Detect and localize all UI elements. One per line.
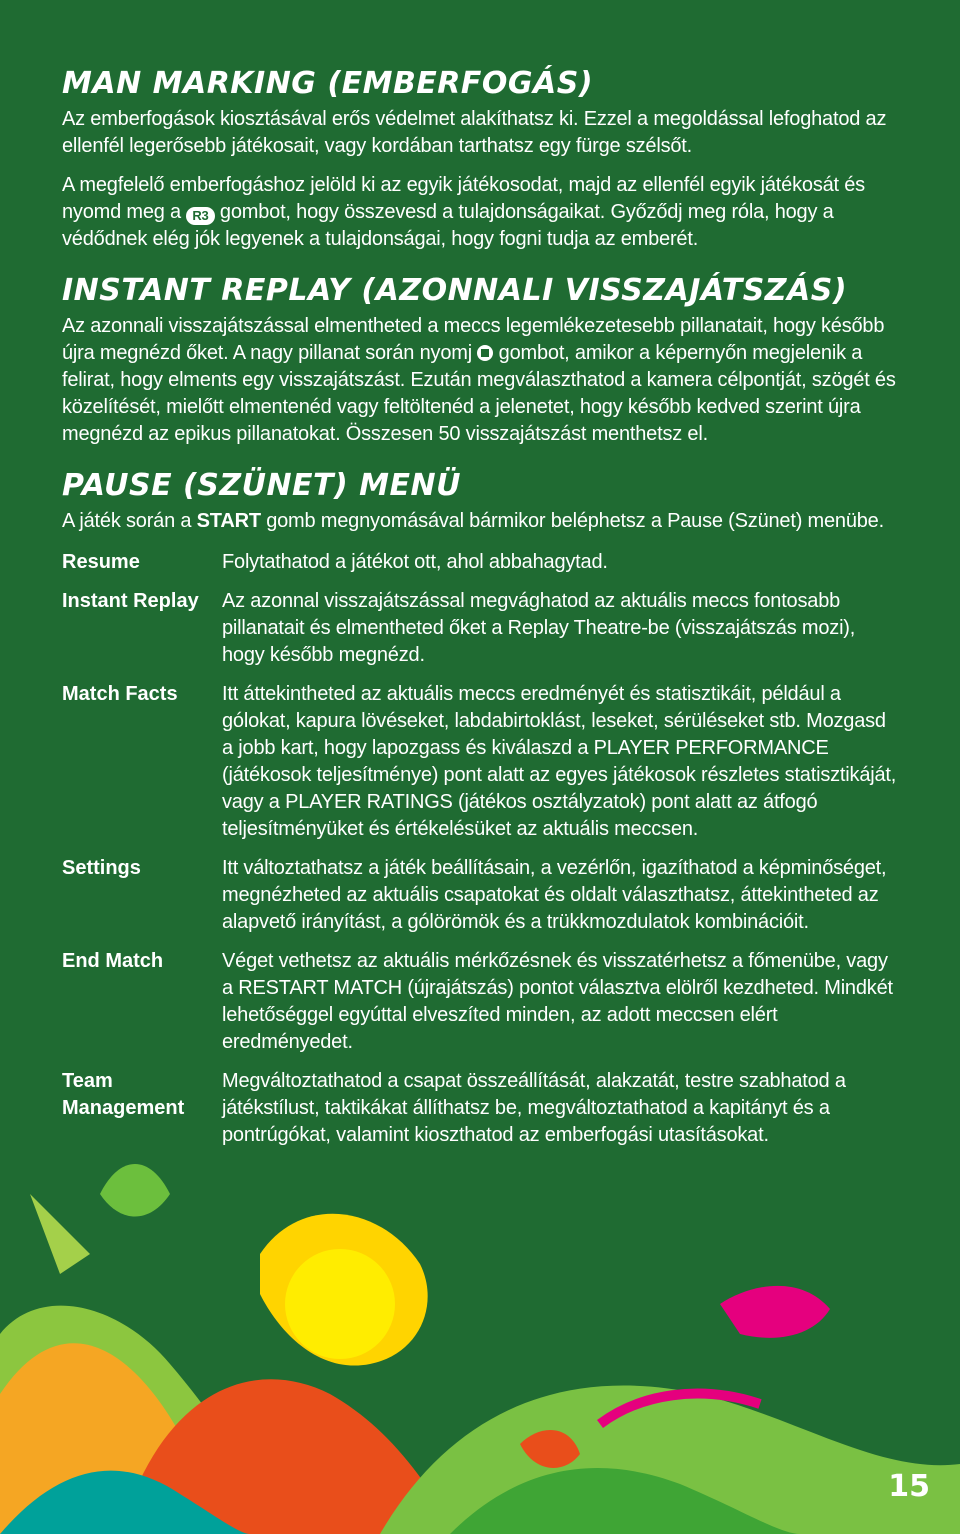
page-number: 15 <box>888 1469 930 1504</box>
menu-term: Instant Replay <box>62 590 199 612</box>
man-marking-paragraph-2 <box>62 172 902 253</box>
menu-item-resume <box>62 549 902 576</box>
menu-item-instant-replay <box>62 588 902 669</box>
instant-replay-text-b: gombot, amikor a képernyőn megjelenik a felirat, hogy elments egy visszajátszást. Ezután megválaszthatod a kamera célpontját, szögét és közelítését, mielőtt elmentenéd vagy feltöltenéd a jelenetet, hogy később kedved szerint újra megnézd az epikus pillanatokat. Összesen 50 visszajátszást menthetsz el. <box>62 342 896 445</box>
instant-replay-text-a: Az azonnali visszajátszással elmentheted a meccs legemlékezetesebb pillanatait, hogy később újra megnézd őket. A nagy pillanat során nyomj <box>62 315 885 364</box>
menu-term: Settings <box>62 857 141 879</box>
pause-menu-intro <box>62 508 902 535</box>
man-marking-paragraph-1: Az emberfogások kiosztásával erős védelmet alakíthatsz ki. Ezzel a megoldással lefoghatod az ellenfél legerősebb játékosait, vagy kordában tarthatsz egy fürge szélsőt. <box>62 108 887 157</box>
menu-term: Resume <box>62 551 140 573</box>
menu-item-end-match <box>62 948 902 1056</box>
pause-intro-text-a: A játék során a <box>62 510 197 532</box>
pause-intro-text-b: gomb megnyomásával bármikor beléphetsz a Pause (Szünet) menübe. <box>260 510 884 532</box>
section-title-man-marking: MAN MARKING (EMBERFOGÁS) <box>62 66 594 101</box>
menu-desc: Az azonnal visszajátszással megvághatod az aktuális meccs fontosabb pillanatait és elmentheted őket a Replay Theatre-be (visszajátszás mozi), hogy később megnézd. <box>222 590 856 666</box>
menu-item-settings <box>62 855 902 936</box>
menu-term: Match Facts <box>62 683 178 705</box>
touchpad-button-icon <box>477 345 493 361</box>
menu-desc: Itt áttekintheted az aktuális meccs eredményét és statisztikáit, például a gólokat, kapura lövéseket, labdabirtoklást, leseket, sérüléseket stb. Mozgasd a jobb kart, hogy lapozgass és kiválaszd a PLAYER PERFORMANCE (játékosok teljesítménye) pont alatt az egyes játékosok részletes statisztikáját, vagy a PLAYER RATINGS (játékos osztályzatok) pont alatt az átfogó teljesítményüket és értékelésüket az aktuális meccsen. <box>222 683 897 840</box>
instant-replay-paragraph <box>62 313 902 448</box>
man-marking-text-a: A megfelelő emberfogáshoz jelöld ki az egyik játékosodat, majd az ellenfél egyik játékosát és nyomd meg a <box>62 174 865 223</box>
menu-desc: Folytathatod a játékot ott, ahol abbahagytad. <box>222 551 608 573</box>
start-button-label: START <box>196 510 261 532</box>
menu-item-match-facts <box>62 681 902 843</box>
page-content <box>62 62 902 1149</box>
jungle-decoration <box>0 1134 960 1534</box>
r3-button-icon: R3 <box>186 207 214 225</box>
section-title-instant-replay: INSTANT REPLAY (AZONNALI VISSZAJÁTSZÁS) <box>62 273 848 308</box>
man-marking-text-b: gombot, hogy összevesd a tulajdonságaikat. Győződj meg róla, hogy a védődnek elég jók legyenek a tulajdonságai, hogy fogni tudja az emberét. <box>62 201 834 250</box>
menu-desc: Itt változtathatsz a játék beállításain, a vezérlőn, igazíthatod a képminőséget, megnézheted az aktuális csapatokat és oldalt választhatsz, áttekintheted az alapvető irányítást, a gólörömök és a trükkmozdulatok kombinációit. <box>222 857 887 933</box>
section-title-pause-menu: PAUSE (SZÜNET) MENÜ <box>62 468 461 503</box>
menu-term: End Match <box>62 950 164 972</box>
pause-menu-list <box>62 549 902 1149</box>
menu-desc: Véget vethetsz az aktuális mérkőzésnek és visszatérhetsz a főmenübe, vagy a RESTART MATCH (újrajátszás) pontot választva elölről kezdheted. Mindkét lehetőséggel egyúttal elveszíted minden, az adott meccsen elért eredményedet. <box>222 950 893 1053</box>
menu-term: Team Management <box>62 1070 185 1119</box>
menu-desc: Megváltoztathatod a csapat összeállítását, alakzatát, testre szabhatod a játékstílust, taktikákat állíthatsz be, megváltoztathatod a kapitányt és a pontrúgókat, valamint kioszthatod az emberfogási utasításokat. <box>222 1070 846 1146</box>
